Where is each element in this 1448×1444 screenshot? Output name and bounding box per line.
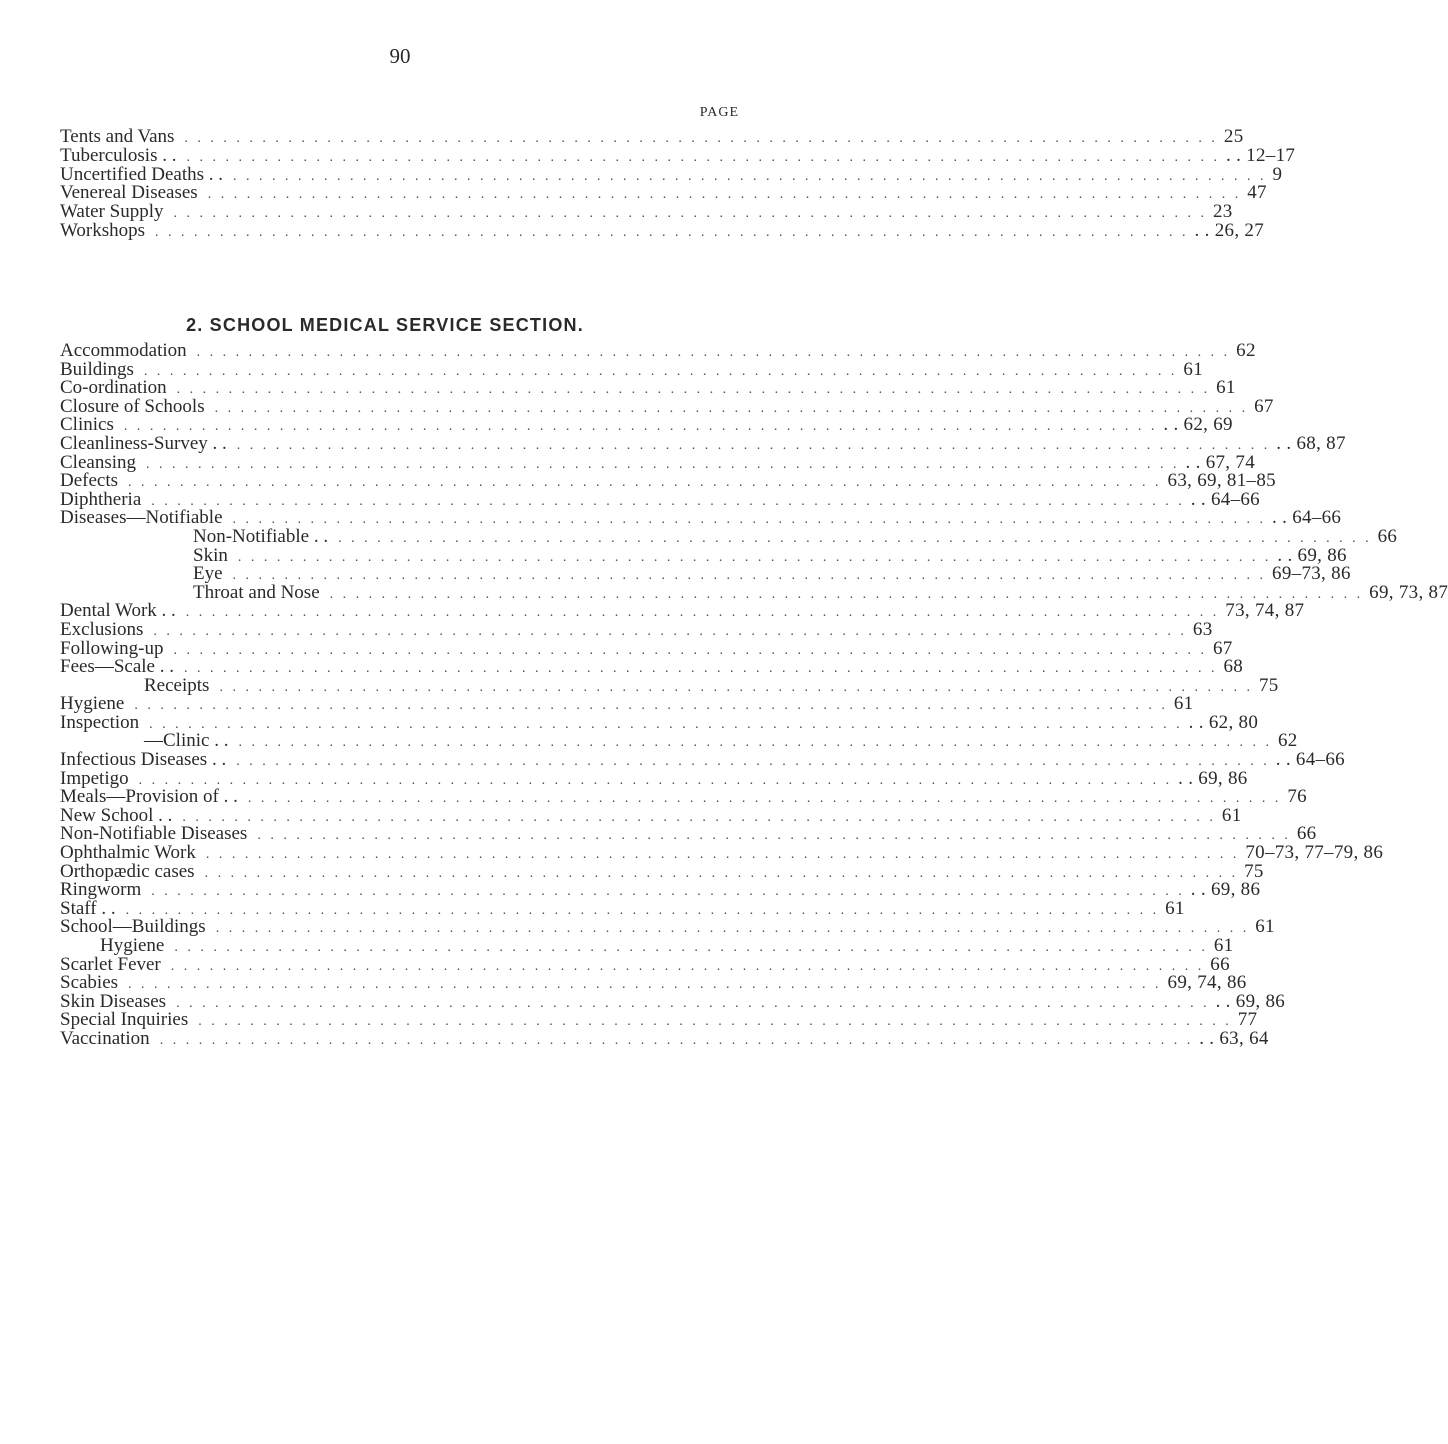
dot-leader: . . . . . . . . . . . . . . . . . . . . . . . . . . . . . . . . . . . . . . . . . . . . . . . . . . . . . . . . . . . . . . . . . . . . . . . . . . . . . . . . (232, 568, 1267, 584)
index-entry-pages: 61 (1216, 377, 1236, 399)
dot-leader: . . . . . . . . . . . . . . . . . . . . . . . . . . . . . . . . . . . . . . . . . . . . . . . . . . . . . . . . . . . . . . . . . . . . . . . . . . . . . . . . (123, 419, 1158, 435)
index-entry (60, 600, 1305, 622)
dot-leader: . . . . . . . . . . . . . . . . . . . . . . . . . . . . . . . . . . . . . . . . . . . . . . . . . . . . . . . . . . . . . . . . . . . . . . . . . . . . . . . . (198, 1014, 1232, 1030)
dot-leader: . . . . . . . . . . . . . . . . . . . . . . . . . . . . . . . . . . . . . . . . . . . . . . . . . . . . . . . . . . . . . . . . . . . . . . . . . . . . . . . . (134, 698, 1168, 714)
index-entry (60, 842, 1384, 864)
dot-leader: . . . . . . . . . . . . . . . . . . . . . . . . . . . . . . . . . . . . . . . . . . . . . . . . . . . . . . . . . . . . . . . . . . . . . . . . . . . . . . . . (238, 735, 1272, 751)
index-entry-label: Fees—Scale . . (60, 656, 174, 678)
dot-leader: . . . . . . . . . . . . . . . . . . . . . . . . . . . . . . . . . . . . . . . . . . . . . . . . . . . . . . . . . . . . . . . . . . . . . . . . . . . . . . . . (204, 865, 1239, 881)
dot-leader: . . . . . . . . . . . . . . . . . . . . . . . . . . . . . . . . . . . . . . . . . . . . . . . . . . . . . . . . . . . . . . . . . . . . . . . . . . . . . . . . (170, 958, 1205, 974)
index-entry-pages: 73, 74, 87 (1225, 600, 1305, 622)
index-entry-pages: 68 (1223, 656, 1244, 678)
index-entry-pages: 66 (1377, 525, 1398, 547)
index-entry-pages: 63 (1192, 618, 1213, 640)
index-entry (60, 470, 1276, 492)
index-entry (60, 201, 1233, 222)
index-entry-pages: . . 69, 86 (1178, 767, 1248, 789)
index-entry-pages: 63, 69, 81–85 (1167, 470, 1276, 492)
index-entry (60, 563, 1351, 585)
index-entry-pages: 62 (1236, 340, 1256, 361)
index-entry-label: Diseases—Notifiable (60, 507, 223, 529)
index-entry (60, 860, 1264, 882)
index-entry-pages: 66 (1210, 953, 1230, 975)
index-entry (60, 1009, 1258, 1031)
index-entry-label: Following-up (60, 637, 164, 659)
dot-leader: . . . . . . . . . . . . . . . . . . . . . . . . . . . . . . . . . . . . . . . . . . . . . . . . . . . . . . . . . . . . . . . . . . . . . . . . . . . . . . . . (155, 224, 1189, 240)
dot-leader: . . . . . . . . . . . . . . . . . . . . . . . . . . . . . . . . . . . . . . . . . . . . . . . . . . . . . . . . . . . . . . . . . . . . . . . . . . . . . . . . (153, 623, 1187, 639)
dot-leader: . . . . . . . . . . . . . . . . . . . . . . . . . . . . . . . . . . . . . . . . . . . . . . . . . . . . . . . . . . . . . . . . . . . . . . . . . . . . . . . . (205, 847, 1240, 863)
dot-leader: . . . . . . . . . . . . . . . . . . . . . . . . . . . . . . . . . . . . . . . . . . . . . . . . . . . . . . . . . . . . . . . . . . . . . . . . . . . . . . . . (174, 940, 1208, 955)
index-entry-label: Orthopædic cases (60, 860, 195, 882)
index-entry-label: —Clinic . . (144, 730, 229, 752)
dot-leader: . . . . . . . . . . . . . . . . . . . . . . . . . . . . . . . . . . . . . . . . . . . . . . . . . . . . . . . . . . . . . . . . . . . . . . . . . . . . . . . . (173, 206, 1207, 221)
index-entry-pages: . . 64–66 (1275, 749, 1345, 771)
index-entry-pages: 62 (1277, 730, 1298, 752)
index-entry-label: Hygiene (60, 693, 125, 715)
index-entry-pages: 61 (1213, 935, 1234, 956)
index-entry (60, 507, 1342, 529)
index-entry-label: Non-Notifiable . . (193, 525, 329, 547)
dot-leader: . . . . . . . . . . . . . . . . . . . . . . . . . . . . . . . . . . . . . . . . . . . . . . . . . . . . . . . . . . . . . . . . . . . . . . . . . . . . . . . . (338, 530, 1372, 546)
dot-leader: . . . . . . . . . . . . . . . . . . . . . . . . . . . . . . . . . . . . . . . . . . . . . . . . . . . . . . . . . . . . . . . . . . . . . . . . . . . . . . . . (143, 363, 1178, 379)
dot-leader: . . . . . . . . . . . . . . . . . . . . . . . . . . . . . . . . . . . . . . . . . . . . . . . . . . . . . . . . . . . . . . . . . . . . . . . . . . . . . . . . (176, 995, 1210, 1011)
index-entry-label: Throat and Nose (193, 581, 320, 603)
index-entry (60, 525, 1398, 547)
dot-leader: . . . . . . . . . . . . . . . . . . . . . . . . . . . . . . . . . . . . . . . . . . . . . . . . . . . . . . . . . . . . . . . . . . . . . . . . . . . . . . . . (257, 828, 1291, 844)
index-entry (60, 618, 1213, 640)
dot-leader: . . . . . . . . . . . . . . . . . . . . . . . . . . . . . . . . . . . . . . . . . . . . . . . . . . . . . . . . . . . . . . . . . . . . . . . . . . . . . . . . (125, 902, 1160, 918)
index-entry-pages: . . 64–66 (1272, 507, 1342, 529)
dot-leader: . . . . . . . . . . . . . . . . . . . . . . . . . . . . . . . . . . . . . . . . . . . . . . . . . . . . . . . . . . . . . . . . . . . . . . . . . . . . . . . . (186, 149, 1220, 165)
index-entry-label: Impetigo (60, 767, 129, 789)
index-entry-label: Infectious Diseases . . (60, 749, 227, 771)
dot-leader: . . . . . . . . . . . . . . . . . . . . . . . . . . . . . . . . . . . . . . . . . . . . . . . . . . . . . . . . . . . . . . . . . . . . . . . . . . . . . . . . (149, 716, 1183, 732)
index-entry-pages: 9 (1272, 163, 1283, 185)
page-column-header: PAGE (699, 105, 739, 120)
index-entry-pages: . . 69, 86 (1190, 879, 1261, 901)
dot-leader: . . . . . . . . . . . . . . . . . . . . . . . . . . . . . . . . . . . . . . . . . . . . . . . . . . . . . . . . . . . . . . . . . . . . . . . . . . . . . . . . (247, 791, 1282, 807)
index-entry (60, 395, 1274, 417)
index-entry-pages: 70–73, 77–79, 86 (1245, 842, 1384, 864)
index-entry-pages: 23 (1212, 201, 1233, 222)
index-entry (60, 972, 1247, 994)
dot-leader: . . . . . . . . . . . . . . . . . . . . . . . . . . . . . . . . . . . . . . . . . . . . . . . . . . . . . . . . . . . . . . . . . . . . . . . . . . . . . . . . (329, 586, 1364, 602)
index-entry-label: Non-Notifiable Diseases (60, 823, 248, 845)
index-entry-label: Hygiene (100, 935, 165, 956)
index-entry-label: Staff . . (60, 897, 116, 919)
index-entry-label: Meals—Provision of . . (60, 786, 238, 808)
index-entry-pages: 67 (1254, 395, 1274, 417)
index-entry-label: Buildings (60, 358, 134, 380)
index-entry-label: New School . . (60, 804, 173, 826)
index-entry (60, 1027, 1269, 1049)
index-entry (60, 340, 1256, 361)
index-entry (60, 693, 1194, 715)
dot-leader: . . . . . . . . . . . . . . . . . . . . . . . . . . . . . . . . . . . . . . . . . . . . . . . . . . . . . . . . . . . . . . . . . . . . . . . . . . . . . . . . (128, 977, 1162, 993)
dot-leader: . . . . . . . . . . . . . . . . . . . . . . . . . . . . . . . . . . . . . . . . . . . . . . . . . . . . . . . . . . . . . . . . . . . . . . . . . . . . . . . . (236, 754, 1270, 770)
index-entry (60, 544, 1347, 566)
index-entry-pages: 47 (1247, 182, 1267, 204)
dot-leader: . . . . . . . . . . . . . . . . . . . . . . . . . . . . . . . . . . . . . . . . . . . . . . . . . . . . . . . . . . . . . . . . . . . . . . . . . . . . . . . . (182, 809, 1216, 825)
index-entry-pages: 69, 73, 87 (1369, 581, 1448, 603)
index-entry-pages: . . 68, 87 (1276, 432, 1346, 454)
index-entry (60, 432, 1346, 454)
dot-leader: . . . . . . . . . . . . . . . . . . . . . . . . . . . . . . . . . . . . . . . . . . . . . . . . . . . . . . . . . . . . . . . . . . . . . . . . . . . . . . . . (184, 131, 1218, 146)
index-entry-label: Clinics (60, 414, 114, 436)
index-entry (60, 144, 1296, 166)
dot-leader: . . . . . . . . . . . . . . . . . . . . . . . . . . . . . . . . . . . . . . . . . . . . . . . . . . . . . . . . . . . . . . . . . . . . . . . . . . . . . . . . (214, 400, 1249, 416)
dot-leader: . . . . . . . . . . . . . . . . . . . . . . . . . . . . . . . . . . . . . . . . . . . . . . . . . . . . . . . . . . . . . . . . . . . . . . . . . . . . . . . . (185, 605, 1220, 621)
index-entry-pages: 69–73, 86 (1272, 563, 1351, 585)
index-entry-pages: . . 62, 80 (1188, 711, 1259, 733)
index-entry-pages: 77 (1237, 1009, 1258, 1031)
index-entry (60, 377, 1236, 399)
index-entry-pages: 66 (1296, 823, 1317, 845)
dot-leader: . . . . . . . . . . . . . . . . . . . . . . . . . . . . . . . . . . . . . . . . . . . . . . . . . . . . . . . . . . . . . . . . . . . . . . . . . . . . . . . . (173, 642, 1207, 658)
dot-leader: . . . . . . . . . . . . . . . . . . . . . . . . . . . . . . . . . . . . . . . . . . . . . . . . . . . . . . . . . . . . . . . . . . . . . . . . . . . . . . . . (236, 437, 1271, 453)
dot-leader: . . . . . . . . . . . . . . . . . . . . . . . . . . . . . . . . . . . . . . . . . . . . . . . . . . . . . . . . . . . . . . . . . . . . . . . . . . . . . . . . (151, 884, 1185, 900)
index-list-top (60, 126, 1296, 241)
index-entry-pages: . . 26, 27 (1194, 219, 1265, 241)
index-entry-label: Skin (193, 544, 228, 566)
dot-leader: . . . . . . . . . . . . . . . . . . . . . . . . . . . . . . . . . . . . . . . . . . . . . . . . . . . . . . . . . . . . . . . . . . . . . . . . . . . . . . . . (128, 475, 1162, 491)
dot-leader: . . . . . . . . . . . . . . . . . . . . . . . . . . . . . . . . . . . . . . . . . . . . . . . . . . . . . . . . . . . . . . . . . . . . . . . . . . . . . . . . (138, 772, 1173, 788)
index-entry-label: Cleansing (60, 451, 136, 473)
index-entry-pages: . . 12–17 (1225, 144, 1296, 166)
dot-leader: . . . . . . . . . . . . . . . . . . . . . . . . . . . . . . . . . . . . . . . . . . . . . . . . . . . . . . . . . . . . . . . . . . . . . . . . . . . . . . . . (151, 493, 1185, 509)
index-entry-label: Venereal Diseases (60, 182, 198, 204)
index-entry-pages: 75 (1258, 674, 1279, 696)
index-entry-label: Defects (60, 470, 119, 492)
index-entry-pages: . . 69, 86 (1215, 990, 1286, 1012)
index-entry-pages: . . 63, 64 (1199, 1027, 1269, 1049)
index-entry (60, 879, 1261, 901)
index-entry (60, 935, 1234, 956)
index-entry (60, 126, 1244, 147)
index-entry-pages: 25 (1223, 126, 1244, 147)
dot-leader: . . . . . . . . . . . . . . . . . . . . . . . . . . . . . . . . . . . . . . . . . . . . . . . . . . . . . . . . . . . . . . . . . . . . . . . . . . . . . . . . (219, 679, 1253, 695)
index-entry (60, 656, 1244, 678)
index-entry-label: Tuberculosis . . (60, 144, 177, 166)
index-entry (60, 953, 1230, 975)
index-entry (60, 674, 1279, 696)
index-entry-pages: 76 (1287, 786, 1307, 808)
dot-leader: . . . . . . . . . . . . . . . . . . . . . . . . . . . . . . . . . . . . . . . . . . . . . . . . . . . . . . . . . . . . . . . . . . . . . . . . . . . . . . . . (146, 456, 1180, 472)
dot-leader: . . . . . . . . . . . . . . . . . . . . . . . . . . . . . . . . . . . . . . . . . . . . . . . . . . . . . . . . . . . . . . . . . . . . . . . . . . . . . . . . (215, 921, 1250, 937)
dot-leader: . . . . . . . . . . . . . . . . . . . . . . . . . . . . . . . . . . . . . . . . . . . . . . . . . . . . . . . . . . . . . . . . . . . . . . . . . . . . . . . . (233, 168, 1267, 184)
section-heading: 2. SCHOOL MEDICAL SERVICE SECTION. (186, 315, 584, 335)
dot-leader: . . . . . . . . . . . . . . . . . . . . . . . . . . . . . . . . . . . . . . . . . . . . . . . . . . . . . . . . . . . . . . . . . . . . . . . . . . . . . . . . (237, 549, 1272, 565)
index-entry-label: Dental Work . . (60, 600, 176, 622)
index-list-school-medical (60, 340, 1448, 1049)
index-entry-label: Tents and Vans (60, 126, 175, 147)
index-entry-label: Closure of Schools (60, 395, 205, 417)
index-entry-pages: 67 (1212, 637, 1233, 659)
index-entry-pages: 69, 74, 86 (1167, 972, 1247, 994)
index-entry-label: Exclusions (60, 618, 144, 640)
index-entry-label: School—Buildings (60, 916, 206, 938)
index-entry-pages: . . 64–66 (1190, 488, 1260, 510)
index-entry-label: Uncertified Deaths . . (60, 163, 224, 185)
index-entry-label: Special Inquiries (60, 1009, 189, 1031)
dot-leader: . . . . . . . . . . . . . . . . . . . . . . . . . . . . . . . . . . . . . . . . . . . . . . . . . . . . . . . . . . . . . . . . . . . . . . . . . . . . . . . . (232, 512, 1267, 528)
index-entry-label: Receipts (144, 674, 210, 696)
index-entry-label: Skin Diseases (60, 990, 167, 1012)
index-entry-label: Co-ordination (60, 377, 167, 399)
index-entry-label: Cleanliness-Survey . . (60, 432, 227, 454)
index-entry-label: Scarlet Fever (60, 953, 161, 975)
index-entry-label: Scabies (60, 972, 119, 994)
index-entry-label: Diphtheria (60, 488, 142, 510)
dot-leader: . . . . . . . . . . . . . . . . . . . . . . . . . . . . . . . . . . . . . . . . . . . . . . . . . . . . . . . . . . . . . . . . . . . . . . . . . . . . . . . . (159, 1032, 1194, 1048)
index-entry (60, 451, 1255, 473)
index-entry-label: Accommodation (60, 340, 187, 361)
index-entry-pages: 61 (1165, 897, 1185, 919)
index-entry-label: Vaccination (60, 1027, 150, 1049)
page-number: 90 (389, 44, 411, 68)
index-entry-label: Eye (193, 563, 223, 585)
index-entry-label: Ringworm (60, 879, 142, 901)
index-entry-label: Workshops (60, 219, 146, 241)
index-entry-pages: . . 62, 69 (1163, 414, 1233, 436)
index-entry-pages: . . 67, 74 (1185, 451, 1255, 473)
index-entry-pages: 75 (1244, 860, 1264, 882)
index-entry-pages: . . 69, 86 (1277, 544, 1347, 566)
index-entry (60, 749, 1345, 771)
dot-leader: . . . . . . . . . . . . . . . . . . . . . . . . . . . . . . . . . . . . . . . . . . . . . . . . . . . . . . . . . . . . . . . . . . . . . . . . . . . . . . . . (207, 187, 1242, 203)
index-entry-label: Ophthalmic Work (60, 842, 196, 864)
index-entry-label: Inspection (60, 711, 140, 733)
index-entry-pages: 61 (1183, 358, 1204, 380)
index-entry-pages: 61 (1173, 693, 1194, 715)
dot-leader: . . . . . . . . . . . . . . . . . . . . . . . . . . . . . . . . . . . . . . . . . . . . . . . . . . . . . . . . . . . . . . . . . . . . . . . . . . . . . . . . (176, 382, 1211, 398)
dot-leader: . . . . . . . . . . . . . . . . . . . . . . . . . . . . . . . . . . . . . . . . . . . . . . . . . . . . . . . . . . . . . . . . . . . . . . . . . . . . . . . . (183, 661, 1218, 677)
index-entry-label: Water Supply (60, 201, 164, 222)
index-entry-pages: 61 (1255, 916, 1275, 938)
index-entry-pages: 61 (1221, 804, 1242, 826)
dot-leader: . . . . . . . . . . . . . . . . . . . . . . . . . . . . . . . . . . . . . . . . . . . . . . . . . . . . . . . . . . . . . . . . . . . . . . . . . . . . . . . . (196, 345, 1231, 360)
index-entry (60, 219, 1265, 241)
